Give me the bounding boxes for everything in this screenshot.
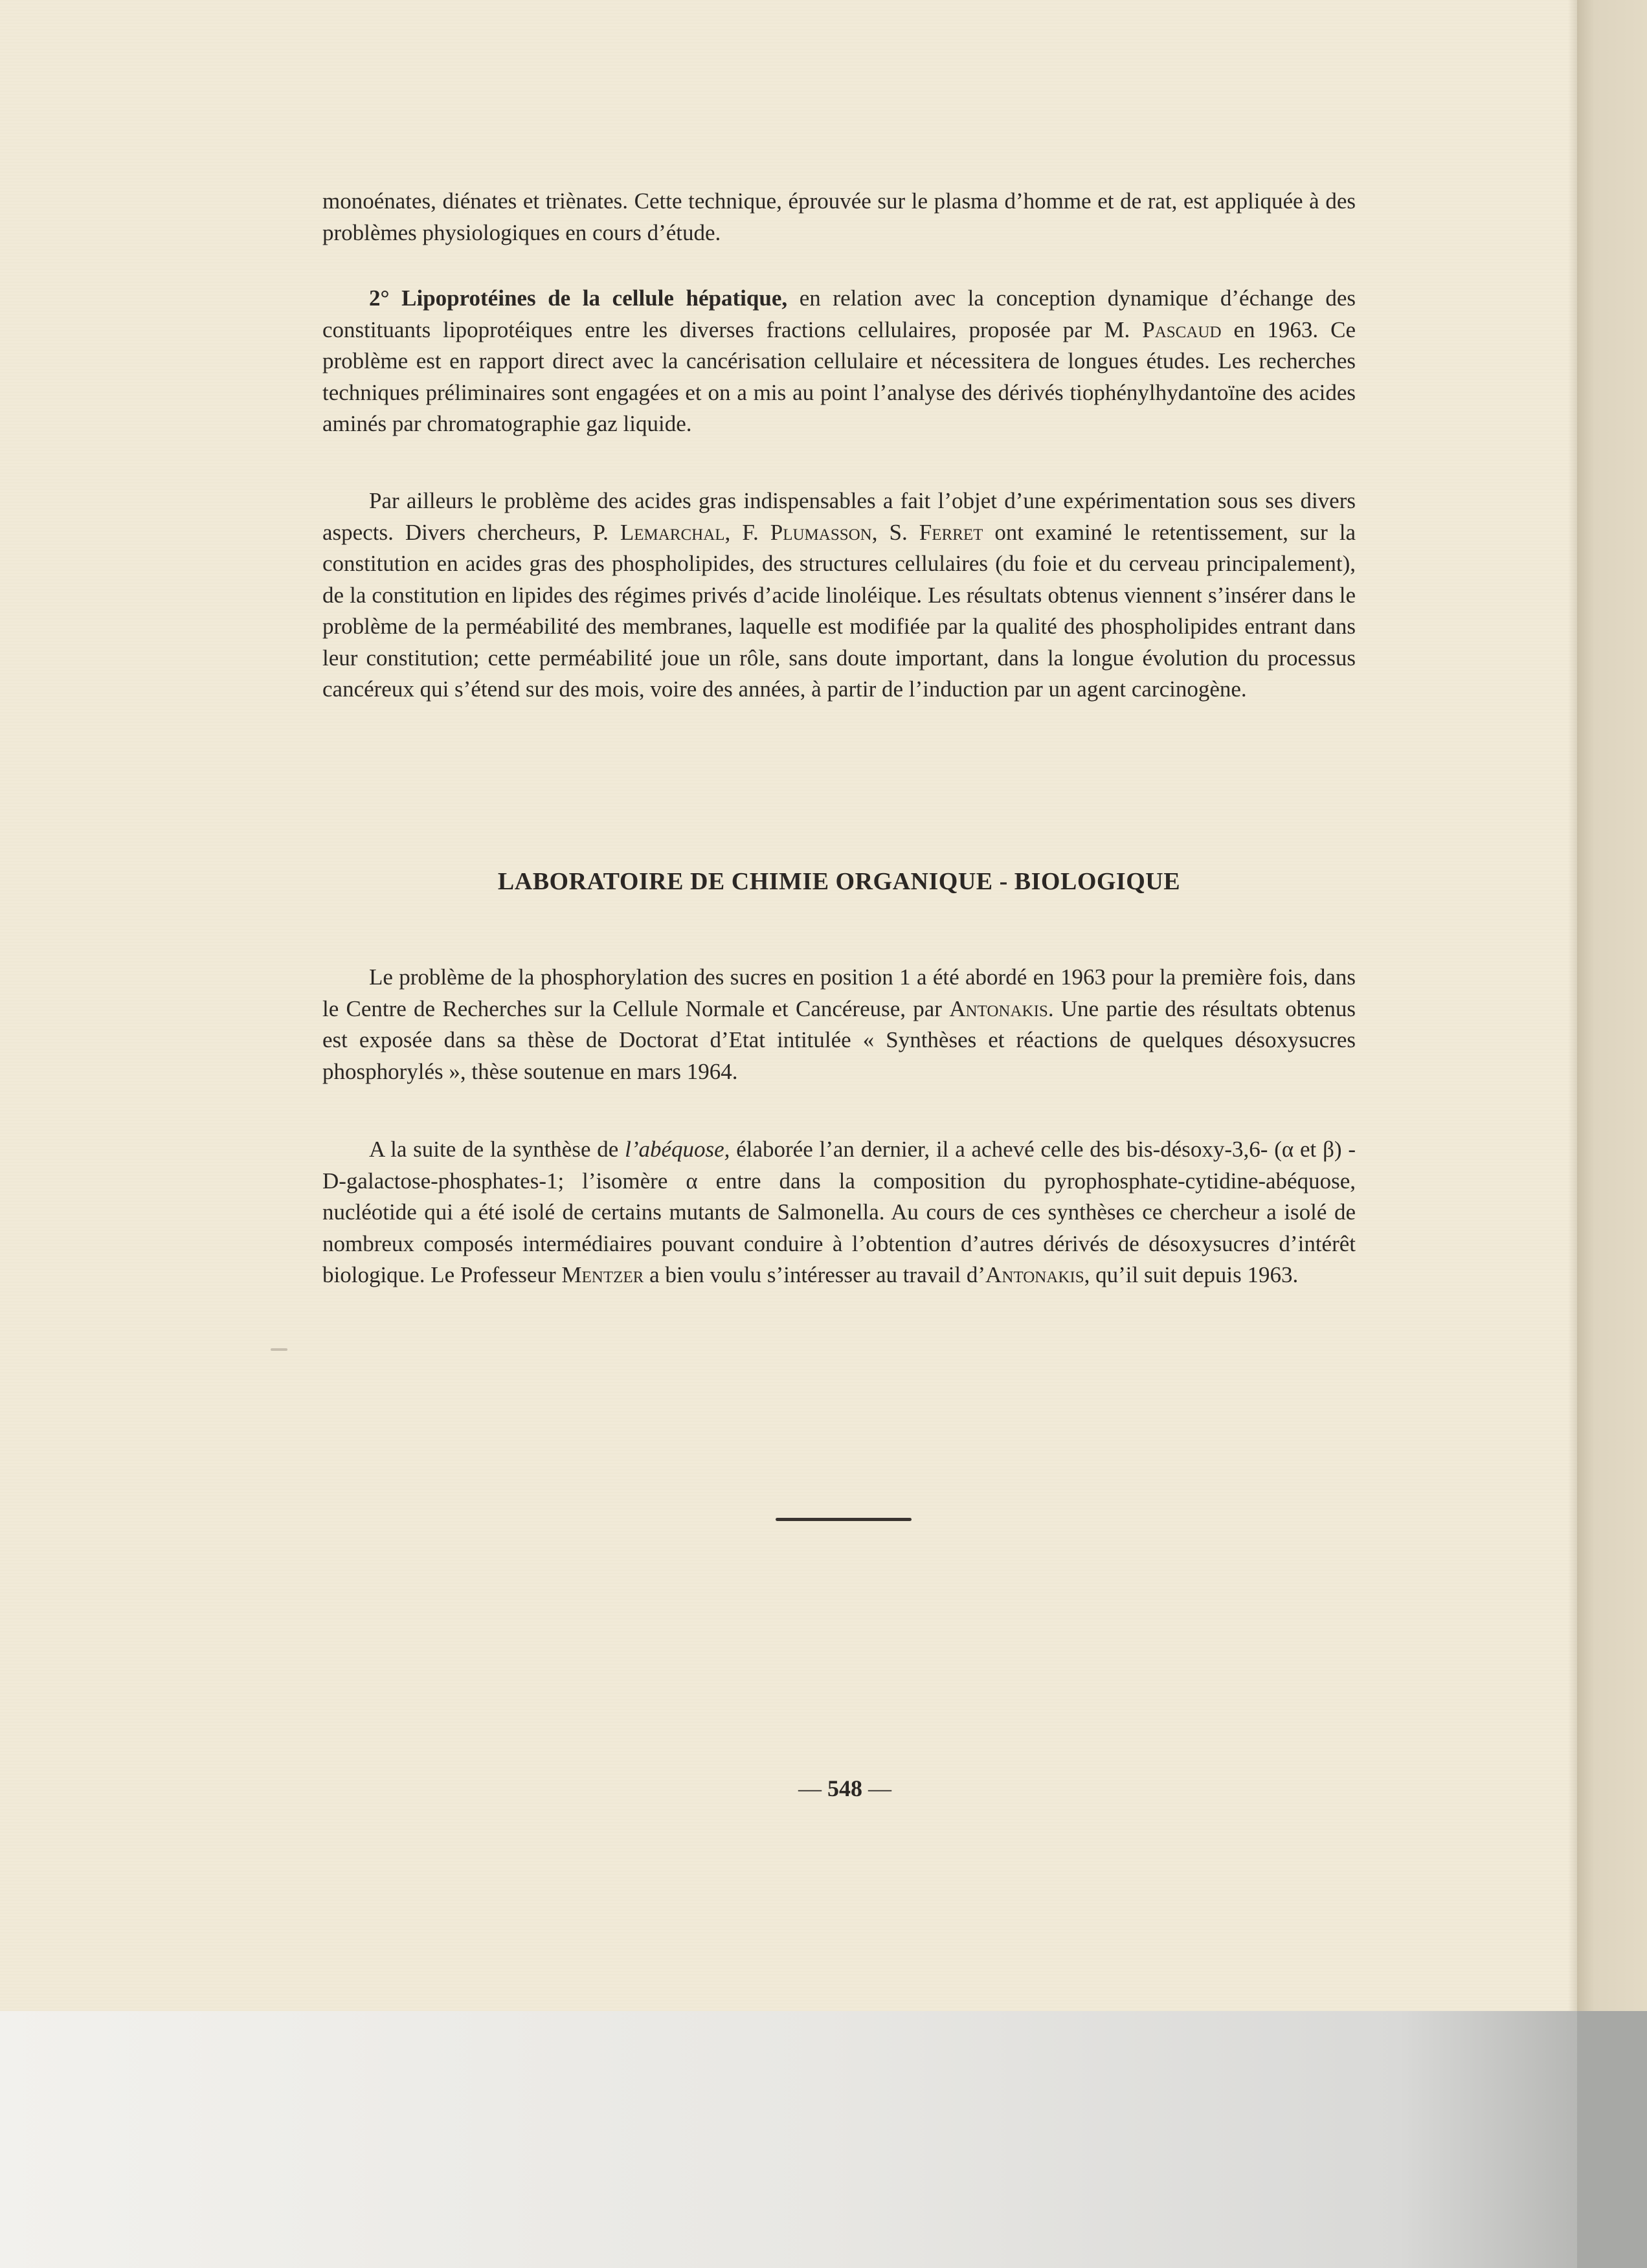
author-name: Antonakis [985, 1262, 1084, 1287]
author-name: Lemarchal [620, 519, 725, 545]
paragraph-phosphorylation: Le problème de la phosphorylation des sucres en position 1 a été abordé en 1963 pour la première fois, dans le Centre de Recherches sur la Cellule Normale et Cancéreuse, par Antonakis. Une partie des résultats obtenus est exposée dans sa thèse de Doctorat d’Etat intitulée « Synthèses et réactions de quelques désoxysucres phosphorylés », thèse soutenue en mars 1964. [322, 964, 1356, 1084]
section-2-heading: 2° Lipoprotéines de la cellule hépatique, [369, 285, 788, 311]
scanner-background-corner [1577, 2011, 1647, 2268]
author-name: Plumasson [770, 519, 872, 545]
page-fold [1577, 0, 1647, 2011]
author-name: Pascaud [1142, 317, 1222, 342]
page-number-value: 548 [827, 1775, 862, 1801]
paragraph-intro [322, 186, 1356, 249]
section-heading-laboratoire: LABORATOIRE DE CHIMIE ORGANIQUE - BIOLOGIQUE [497, 868, 1181, 895]
author-name: Antonakis [949, 995, 1048, 1021]
page-number-dash-right: — [868, 1775, 891, 1801]
author-name: Ferret [919, 519, 983, 545]
paragraph-abequose: A la suite de la synthèse de l’abéquose, élaborée l’an dernier, il a achevé celle des bis-désoxy-3,6- (α et β) -D-galactose-phosphates-1; l’isomère α entre dans la composition du pyrophosphate-cytidine-abéquose, nucléotide qui a été isolé de certains mutants de Salmonella. Au cours de ces synthèses ce chercheur a isolé de nombreux composés intermédiaires pouvant conduire à l’obtention d’autres dérivés de désoxysucres d’intérêt biologique. Le Professeur Mentzer a bien voulu s’intéresser au travail d’Antonakis, qu’il suit depuis 1963. [322, 1137, 1356, 1287]
paragraph-section-2: 2° Lipoprotéines de la cellule hépatique, en relation avec la conception dynamique d’échange des constituants lipoprotéiques entre les diverses fractions cellulaires, proposée par M. Pascaud en 1963. Ce problème est en rapport direct avec la cancérisation cellulaire et nécessitera de longues études. Les recherches techniques préliminaires sont engagées et on a mis au point l’analyse des dérivés tiophénylhydantoïne des acides aminés par chromatographie gaz liquide. [322, 285, 1356, 436]
section-separator-rule [776, 1518, 912, 1521]
paragraph-acides-gras: Par ailleurs le problème des acides gras indispensables a fait l’objet d’une expérimentation sous ses divers aspects. Divers chercheurs, P. Lemarchal, F. Plumasson, S. Ferret ont examiné le retentissement, sur la constitution en acides gras des phospholipides, des structures cellulaires (du foie et du cerveau principalement), de la constitution en lipides des régimes privés d’acide linoléique. Les résultats obtenus viennent s’insérer dans le problème de la perméabilité des membranes, laquelle est modifiée par la qualité des phospholipides entrant dans leur constitution; cette perméabilité joue un rôle, sans doute important, dans la longue évolution du processus cancéreux qui s’étend sur des mois, voire des années, à partir de l’induction par un agent carcinogène. [322, 488, 1356, 702]
paragraph-intro-text: monoénates, diénates et triènates. Cette technique, éprouvée sur le plasma d’homme et de rat, est appliquée à des problèmes physiologiques en cours d’étude. [322, 188, 1356, 245]
ink-smudge [271, 1348, 287, 1351]
page-number-dash-left: — [798, 1775, 822, 1801]
page-number [777, 1775, 913, 1802]
italic-term: l’abéquose, [625, 1137, 730, 1162]
scanner-background [0, 2011, 1647, 2268]
author-name: Mentzer [561, 1262, 644, 1287]
